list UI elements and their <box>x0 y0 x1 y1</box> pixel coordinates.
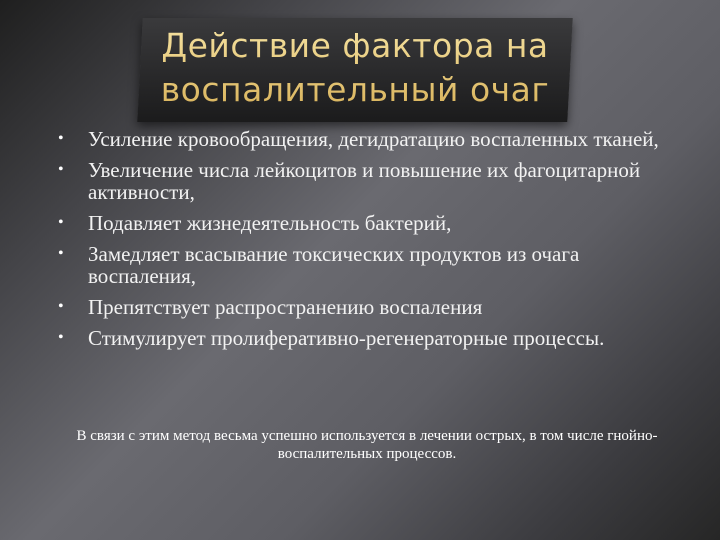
bullet-icon: • <box>58 298 64 315</box>
bullet-item <box>54 243 664 287</box>
slide-title-line-2: воспалительный очаг <box>160 70 550 109</box>
footnote-text: В связи с этим метод весьма успешно используется в лечении острых, в том числе гнойно-воспалительных процессов. <box>76 428 658 462</box>
slide-title <box>120 24 590 112</box>
bullet-text: Препятствует распространению воспаления <box>88 295 483 319</box>
slide-title-line-1: Действие фактора на <box>161 26 549 65</box>
bullet-text: Подавляет жизнедеятельность бактерий, <box>88 211 452 235</box>
bullet-text: Стимулирует пролиферативно-регенераторные процессы. <box>88 326 605 350</box>
bullet-icon: • <box>58 214 64 231</box>
bullet-icon: • <box>58 329 64 346</box>
bullet-item <box>54 296 664 318</box>
bullet-icon: • <box>58 245 64 262</box>
bullet-item <box>54 212 664 234</box>
bullet-list <box>54 128 664 358</box>
bullet-text: Усиление кровообращения, дегидратацию воспаленных тканей, <box>88 127 659 151</box>
bullet-item <box>54 327 664 349</box>
bullet-text: Замедляет всасывание токсических продуктов из очага воспаления, <box>88 242 580 288</box>
bullet-item <box>54 128 664 150</box>
bullet-item <box>54 159 664 203</box>
bullet-icon: • <box>58 161 64 178</box>
bullet-text: Увеличение числа лейкоцитов и повышение их фагоцитарной активности, <box>88 158 641 204</box>
bullet-icon: • <box>58 130 64 147</box>
